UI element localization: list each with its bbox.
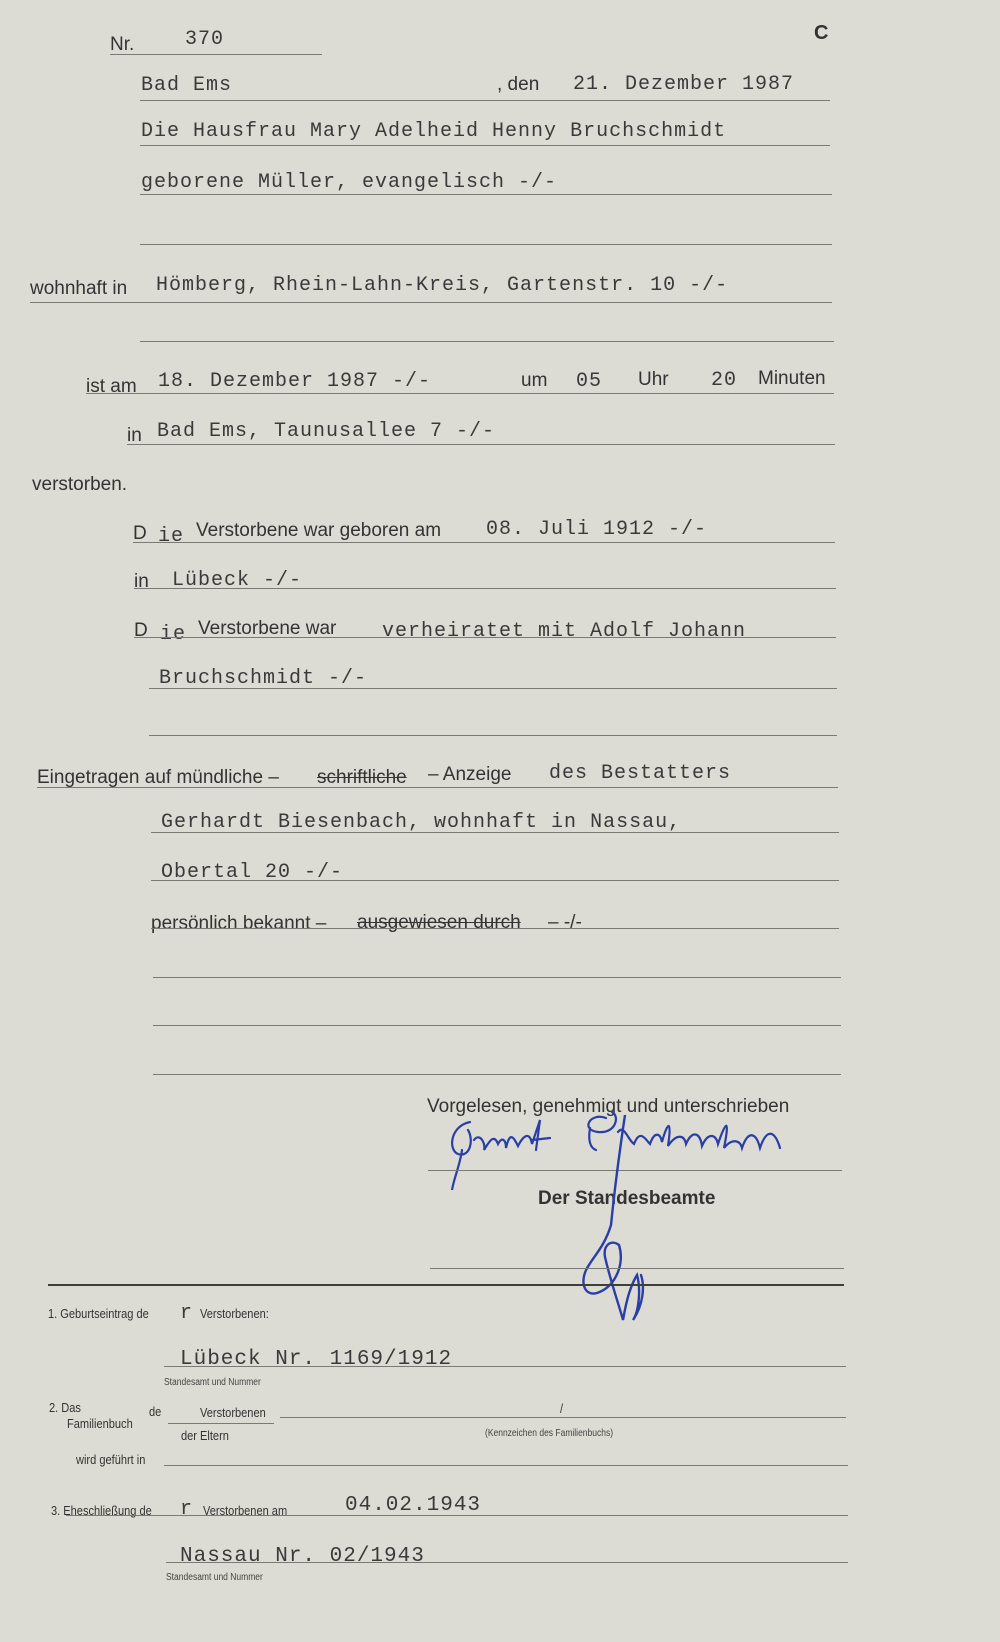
informant-line-1: des Bestatters xyxy=(549,762,732,785)
born-prefix: D xyxy=(133,523,147,544)
nr-underline xyxy=(110,54,322,55)
standesbeamte-label: Der Standesbeamte xyxy=(538,1188,716,1209)
blank-underline-4 xyxy=(153,977,841,978)
person-underline-1 xyxy=(140,145,830,146)
informant-underline-3 xyxy=(151,880,839,881)
footer-item2-choice-divider xyxy=(168,1423,274,1424)
um-label: um xyxy=(521,370,548,391)
footer-separator xyxy=(48,1284,844,1286)
born-article: ie xyxy=(158,525,185,548)
status-underline-1 xyxy=(134,637,836,638)
bekannt-underline xyxy=(151,928,839,929)
person-line-1: Die Hausfrau Mary Adelheid Henny Bruchschmidt xyxy=(141,120,727,143)
status-article: ie xyxy=(160,623,187,646)
blank-underline-6 xyxy=(153,1074,841,1075)
footer-item1-suffix: Verstorbenen: xyxy=(200,1306,269,1321)
footer-item1-value: Lübeck Nr. 1169/1912 xyxy=(180,1348,453,1371)
status-line-1: verheiratet mit Adolf Johann xyxy=(382,620,747,643)
death-place-underline xyxy=(127,444,835,445)
footer-item3-r: r xyxy=(180,1498,194,1521)
birth-date-underline xyxy=(133,542,835,543)
informant-line-3: Obertal 20 -/- xyxy=(161,861,344,884)
footer-item2-underline xyxy=(280,1417,846,1418)
footer-item2-de: de xyxy=(149,1404,162,1419)
death-hour: 05 xyxy=(576,370,603,393)
footer-item3-value: Nassau Nr. 02/1943 xyxy=(180,1545,425,1568)
den-label: , den xyxy=(497,74,540,95)
place: Bad Ems xyxy=(141,74,233,97)
birth-date: 08. Juli 1912 -/- xyxy=(486,518,708,541)
birth-place: Lübeck -/- xyxy=(172,569,303,592)
footer-gefuehrt-underline xyxy=(164,1465,848,1466)
minuten-label: Minuten xyxy=(758,368,826,389)
death-date: 18. Dezember 1987 -/- xyxy=(158,370,432,393)
residence-underline xyxy=(30,302,832,303)
nr-value: 370 xyxy=(185,28,225,51)
nr-label: Nr. xyxy=(110,34,135,55)
footer-item1-caption: Standesamt und Nummer xyxy=(164,1377,261,1388)
footer-item2-caption: (Kennzeichen des Familienbuchs) xyxy=(485,1428,614,1439)
eingetragen-label: Eingetragen auf mündliche – xyxy=(37,767,279,788)
status-prefix: D xyxy=(134,620,148,641)
footer-item3-date: 04.02.1943 xyxy=(345,1494,482,1517)
blank-underline-1 xyxy=(140,244,832,245)
footer-item2-slash: / xyxy=(560,1401,564,1416)
footer-item1-underline xyxy=(164,1366,846,1367)
in-label: in xyxy=(127,425,142,446)
footer-item3-underline xyxy=(66,1515,848,1516)
ist-am-label: ist am xyxy=(86,376,137,397)
registrar-underline xyxy=(430,1268,844,1269)
blank-underline-2 xyxy=(140,341,834,342)
death-place: Bad Ems, Taunusallee 7 -/- xyxy=(157,420,496,443)
blank-underline-5 xyxy=(153,1025,841,1026)
register-date: 21. Dezember 1987 xyxy=(573,73,795,96)
footer-item2-eltern: der Eltern xyxy=(181,1428,229,1443)
born-label: Verstorbene war geboren am xyxy=(196,520,442,541)
status-line-2: Bruchschmidt -/- xyxy=(159,667,368,690)
footer-item2-verstorbenen: Verstorbenen xyxy=(200,1405,266,1420)
vorgelesen-label: Vorgelesen, genehmigt und unterschrieben xyxy=(427,1096,790,1117)
bekannt-label: persönlich bekannt – xyxy=(151,913,327,934)
place-underline xyxy=(140,100,830,101)
footer-item2-label-a: 2. Das xyxy=(49,1400,81,1415)
death-minute: 20 xyxy=(711,369,738,392)
wohnhaft-label: wohnhaft in xyxy=(30,278,128,299)
verstorben-label: verstorben. xyxy=(32,474,128,495)
informant-underline-1 xyxy=(37,787,838,788)
footer-item3-caption: Standesamt und Nummer xyxy=(166,1572,263,1583)
footer-item1-r: r xyxy=(180,1302,194,1325)
schriftliche-struck: schriftliche xyxy=(317,767,407,788)
person-underline-2 xyxy=(140,194,832,195)
footer-item2-gefuehrt: wird geführt in xyxy=(76,1452,146,1467)
bekannt-suffix: – -/- xyxy=(548,912,582,933)
residence: Hömberg, Rhein-Lahn-Kreis, Gartenstr. 10 -/- xyxy=(156,274,729,297)
footer-item2-label-b: Familienbuch xyxy=(67,1416,133,1431)
birth-in-label: in xyxy=(134,571,149,592)
status-label: Verstorbene war xyxy=(198,618,337,639)
registrar-initials xyxy=(575,1115,665,1325)
status-underline-2 xyxy=(149,688,837,689)
person-line-2: geborene Müller, evangelisch -/- xyxy=(141,171,558,194)
footer-item1-label: 1. Geburtseintrag de xyxy=(48,1306,149,1321)
blank-underline-3 xyxy=(149,735,837,736)
ausgewiesen-struck: ausgewiesen durch xyxy=(357,912,521,933)
footer-item3-suffix: Verstorbenen am xyxy=(203,1503,288,1518)
informant-line-2: Gerhardt Biesenbach, wohnhaft in Nassau, xyxy=(161,811,682,834)
corner-mark: C xyxy=(814,22,829,44)
uhr-label: Uhr xyxy=(638,369,669,390)
anzeige-label: – Anzeige xyxy=(428,764,512,785)
death-date-underline xyxy=(86,393,834,394)
informant-underline-2 xyxy=(151,832,839,833)
footer-item3-label: 3. Eheschließung de xyxy=(51,1503,152,1518)
footer-item3-value-underline xyxy=(166,1562,848,1563)
birth-place-underline xyxy=(134,588,836,589)
